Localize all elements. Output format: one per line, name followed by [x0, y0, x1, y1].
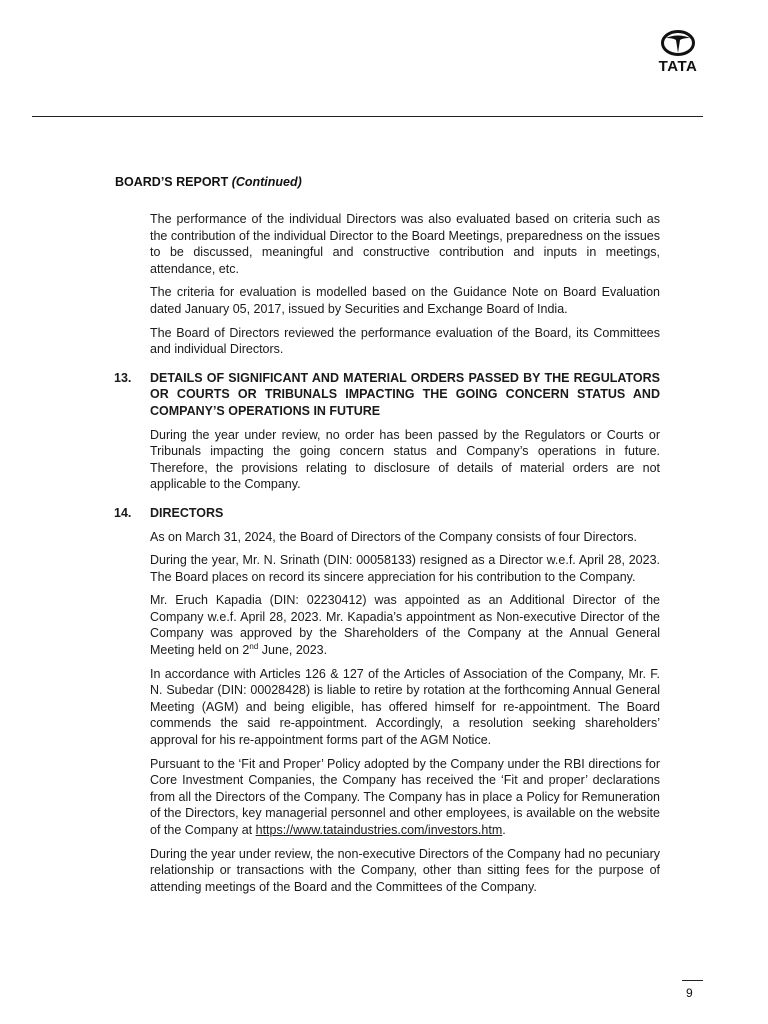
- section-14-paragraph-5: [150, 756, 660, 839]
- ordinal-superscript: nd: [249, 641, 259, 651]
- paragraph-3-end: June, 2023.: [258, 643, 328, 658]
- intro-paragraph-3: The Board of Directors reviewed the performance evaluation of the Board, its Committees and individual Directors.: [150, 325, 660, 357]
- tata-emblem-icon: [661, 30, 695, 56]
- paragraph-3-text: Mr. Eruch Kapadia (DIN: 02230412) was appointed as an Additional Director of the Company w.e.f. April 28, 2023. Mr. Kapadia’s appointment as Non-executive Director of the Company was approved by the Shareholders of the Company at the Annual General Meeting held on 2: [150, 593, 660, 658]
- logo-wordmark: TATA: [658, 58, 698, 75]
- section-13-number: 13.: [114, 370, 132, 385]
- section-13: [114, 370, 660, 493]
- section-14-paragraph-1: As on March 31, 2024, the Board of Directors of the Company consists of four Directors.: [150, 529, 638, 544]
- section-14-number: 14.: [114, 505, 132, 520]
- intro-paragraph-2: The criteria for evaluation is modelled based on the Guidance Note on Board Evaluation dated January 05, 2017, issued by Securities and Exchange Board of India.: [150, 285, 660, 316]
- intro-paragraph-1: The performance of the individual Directors was also evaluated based on criteria such as the contribution of the individual Director to the Board Meetings, preparedness on the issues to be discussed, meaningful and constructive contribution and inputs in meetings, attendance, etc.: [150, 212, 660, 276]
- paragraph-5-end: .: [502, 823, 506, 837]
- report-content: [114, 211, 661, 902]
- section-14-paragraph-2: During the year, Mr. N. Srinath (DIN: 00058133) resigned as a Director w.e.f. April 28, 2023. The Board places on record its sincere appreciation for his contribution to the Company.: [150, 553, 660, 584]
- page-number: 9: [686, 986, 693, 1000]
- report-heading: [115, 175, 302, 189]
- investors-link[interactable]: https://www.tataindustries.com/investors.htm: [255, 823, 503, 837]
- section-14-title: DIRECTORS: [150, 505, 224, 520]
- section-14-paragraph-4: In accordance with Articles 126 & 127 of the Articles of Association of the Company, Mr. F. N. Subedar (DIN: 00028428) is liable to retire by rotation at the forthcoming Annual General Meeting (AGM) and being eligible, has offered himself for re-appointment. The Board commends the said re-appointment. Accordingly, a resolution seeking shareholders’ approval for his re-appointment forms part of the AGM Notice.: [150, 666, 660, 748]
- section-13-title: DETAILS OF SIGNIFICANT AND MATERIAL ORDERS PASSED BY THE REGULATORS OR COURTS OR TRIBUNALS IMPACTING THE GOING CONCERN STATUS AND COMPANY’S OPERATIONS IN FUTURE: [150, 370, 660, 418]
- report-title: BOARD’S REPORT: [115, 175, 229, 189]
- section-14-paragraph-3: [150, 592, 660, 658]
- header-rule: [32, 116, 703, 117]
- section-14-paragraph-6: During the year under review, the non-executive Directors of the Company had no pecuniary relationship or transactions with the Company, other than sitting fees for the purpose of attending meetings of the Board and the Committees of the Company.: [150, 846, 661, 894]
- paragraph-5-text: Pursuant to the ‘Fit and Proper’ Policy adopted by the Company under the RBI directions for Core Investment Companies, the Company has received the ‘Fit and proper’ declarations from all the Directors of the Company. The Company has in place a Policy for Remuneration of the Directors, key managerial personnel and other employees, is available on the website of the Company at: [150, 756, 660, 837]
- section-13-body: During the year under review, no order has been passed by the Regulators or Courts or Tribunals impacting the going concern status and Company’s operations in future. Therefore, the provisions relating to disclosure of details of material orders are not applicable to the Company.: [150, 427, 660, 492]
- report-continued: (Continued): [231, 175, 302, 189]
- footer-rule: [682, 980, 703, 981]
- section-14: [114, 505, 661, 895]
- tata-logo: [652, 30, 704, 75]
